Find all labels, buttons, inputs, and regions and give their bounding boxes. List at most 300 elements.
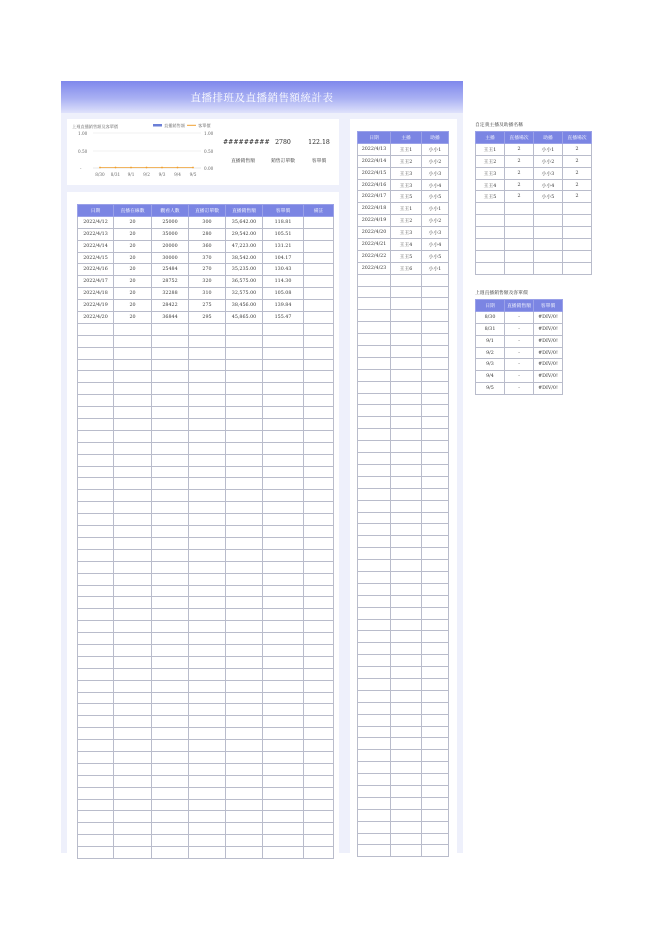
table-row	[358, 179, 449, 191]
table-cell: 38,542.00	[226, 252, 263, 264]
table-cell	[358, 524, 391, 536]
weekly-title: 上週直播銷售額及客單價	[475, 291, 528, 296]
table-cell	[189, 716, 226, 728]
table-cell	[226, 740, 263, 752]
table-cell	[422, 797, 449, 809]
table-cell: 20	[114, 228, 152, 240]
table-cell	[189, 573, 226, 585]
table-cell	[226, 656, 263, 668]
table-cell: 2022/4/18	[78, 288, 114, 300]
table-cell: 2022/4/21	[358, 239, 391, 251]
table-cell	[189, 633, 226, 645]
table-row	[78, 644, 334, 656]
table-cell	[189, 585, 226, 597]
table-cell: 36844	[152, 312, 189, 324]
table-cell: #DIV/0!	[534, 383, 563, 395]
table-cell	[422, 381, 449, 393]
table-cell	[304, 549, 334, 561]
table-cell	[189, 847, 226, 859]
table-cell: 139.84	[263, 300, 304, 312]
table-cell	[78, 407, 114, 419]
table-cell	[263, 787, 304, 799]
table-cell	[358, 298, 391, 310]
x-tick-label: 9/3	[158, 172, 166, 177]
table-cell	[152, 633, 189, 645]
table-cell	[114, 466, 152, 478]
column-header: 日期	[476, 300, 505, 312]
line-point	[192, 167, 194, 169]
table-row	[358, 405, 449, 417]
table-row	[78, 633, 334, 645]
table-row	[78, 240, 334, 252]
table-cell: #DIV/0!	[534, 323, 563, 335]
table-cell	[226, 561, 263, 573]
table-cell	[358, 774, 391, 786]
table-cell	[263, 537, 304, 549]
table-cell	[78, 847, 114, 859]
table-cell: #DIV/0!	[534, 335, 563, 347]
table-cell: 王王5	[391, 191, 422, 203]
table-cell	[563, 227, 592, 239]
table-cell	[304, 442, 334, 454]
table-cell: -	[505, 371, 534, 383]
table-row	[78, 502, 334, 514]
table-cell	[391, 690, 422, 702]
table-cell: 36,575.00	[226, 276, 263, 288]
table-cell	[189, 549, 226, 561]
table-cell	[476, 262, 505, 274]
table-row	[78, 716, 334, 728]
table-cell	[358, 607, 391, 619]
table-cell	[114, 763, 152, 775]
table-cell	[304, 728, 334, 740]
table-row	[78, 526, 334, 538]
table-cell	[226, 621, 263, 633]
table-cell	[391, 643, 422, 655]
table-cell	[114, 454, 152, 466]
table-row	[358, 298, 449, 310]
table-cell	[391, 607, 422, 619]
table-cell	[226, 347, 263, 359]
table-cell	[78, 787, 114, 799]
table-cell	[422, 346, 449, 358]
table-row	[358, 393, 449, 405]
table-cell	[114, 359, 152, 371]
table-cell	[358, 750, 391, 762]
table-cell: 2022/4/13	[358, 143, 391, 155]
table-cell	[304, 407, 334, 419]
table-cell	[422, 726, 449, 738]
table-row	[358, 334, 449, 346]
table-cell: 32,575.00	[226, 288, 263, 300]
table-row	[78, 288, 334, 300]
table-cell	[422, 322, 449, 334]
table-row	[358, 310, 449, 322]
table-cell: 2022/4/17	[358, 191, 391, 203]
table-cell	[304, 335, 334, 347]
table-cell: 2022/4/14	[78, 240, 114, 252]
table-cell	[152, 371, 189, 383]
table-row	[358, 464, 449, 476]
table-row	[358, 845, 449, 857]
table-cell	[189, 787, 226, 799]
table-cell	[358, 464, 391, 476]
table-cell	[391, 797, 422, 809]
table-row	[78, 312, 334, 324]
table-cell	[226, 573, 263, 585]
table-cell	[78, 811, 114, 823]
table-cell	[391, 785, 422, 797]
table-cell	[226, 407, 263, 419]
table-cell	[152, 597, 189, 609]
x-tick-label: 8/30	[95, 172, 105, 177]
table-cell	[78, 371, 114, 383]
table-cell	[391, 655, 422, 667]
table-cell: 2022/4/14	[358, 155, 391, 167]
table-cell	[391, 322, 422, 334]
table-cell	[78, 442, 114, 454]
table-cell	[263, 466, 304, 478]
table-cell	[391, 464, 422, 476]
table-cell	[304, 680, 334, 692]
table-cell	[304, 502, 334, 514]
column-header: 直播在線數	[114, 205, 152, 217]
table-row	[78, 383, 334, 395]
table-row	[78, 323, 334, 335]
table-row	[358, 667, 449, 679]
table-cell	[226, 442, 263, 454]
table-cell	[114, 514, 152, 526]
table-cell	[78, 514, 114, 526]
table-cell	[189, 763, 226, 775]
table-cell	[226, 775, 263, 787]
table-cell: 118.81	[263, 216, 304, 228]
table-cell	[189, 692, 226, 704]
table-cell	[391, 667, 422, 679]
table-cell	[226, 716, 263, 728]
table-cell	[422, 405, 449, 417]
table-cell	[391, 369, 422, 381]
table-cell	[152, 609, 189, 621]
table-row	[358, 560, 449, 572]
table-cell	[304, 621, 334, 633]
table-cell	[78, 430, 114, 442]
table-cell	[152, 502, 189, 514]
table-cell	[226, 728, 263, 740]
table-cell: 104.17	[263, 252, 304, 264]
table-cell	[422, 714, 449, 726]
table-cell: 小小5	[422, 191, 449, 203]
table-cell	[422, 583, 449, 595]
table-row	[358, 595, 449, 607]
column-header: 備註	[304, 205, 334, 217]
table-cell	[189, 811, 226, 823]
table-cell	[358, 310, 391, 322]
table-cell: 2	[505, 143, 534, 155]
table-cell: 155.47	[263, 312, 304, 324]
table-cell	[189, 323, 226, 335]
table-cell	[422, 678, 449, 690]
table-cell	[114, 835, 152, 847]
table-cell	[78, 644, 114, 656]
table-cell	[358, 405, 391, 417]
table-row	[78, 680, 334, 692]
weekly-sales-chart	[67, 119, 219, 185]
table-cell: 131.21	[263, 240, 304, 252]
table-cell	[114, 692, 152, 704]
table-cell	[78, 537, 114, 549]
table-cell	[422, 631, 449, 643]
table-cell: 9/5	[476, 383, 505, 395]
table-cell: 2022/4/23	[358, 262, 391, 274]
table-cell: 王王3	[391, 179, 422, 191]
table-cell	[226, 799, 263, 811]
table-cell	[263, 347, 304, 359]
table-cell	[78, 728, 114, 740]
table-row	[358, 809, 449, 821]
table-cell	[391, 583, 422, 595]
table-cell	[189, 537, 226, 549]
table-cell: 105.51	[263, 228, 304, 240]
table-cell	[114, 419, 152, 431]
table-cell	[263, 419, 304, 431]
table-cell	[152, 740, 189, 752]
table-cell	[358, 785, 391, 797]
table-row	[78, 609, 334, 621]
table-cell: 29,542.00	[226, 228, 263, 240]
table-cell: 小小5	[422, 250, 449, 262]
kpi-label-sales: 直播銷售額	[231, 159, 255, 164]
table-cell: 王王2	[391, 155, 422, 167]
table-cell	[226, 419, 263, 431]
table-cell	[78, 680, 114, 692]
table-cell: 20000	[152, 240, 189, 252]
table-cell	[263, 763, 304, 775]
table-cell: 2	[563, 155, 592, 167]
table-cell	[226, 502, 263, 514]
column-header: 直播場次	[505, 132, 534, 144]
table-cell	[78, 692, 114, 704]
table-row	[78, 335, 334, 347]
table-cell	[304, 609, 334, 621]
table-row	[476, 262, 592, 274]
table-cell	[391, 346, 422, 358]
table-cell	[152, 347, 189, 359]
table-cell	[358, 809, 391, 821]
table-cell: -	[505, 311, 534, 323]
table-cell	[226, 526, 263, 538]
table-cell: 小小2	[534, 155, 563, 167]
table-cell	[391, 809, 422, 821]
table-cell	[304, 252, 334, 264]
table-row	[78, 228, 334, 240]
table-row	[78, 751, 334, 763]
summary-card	[67, 119, 339, 185]
table-cell	[358, 702, 391, 714]
table-cell	[422, 619, 449, 631]
schedule-table	[357, 131, 449, 857]
table-cell	[152, 537, 189, 549]
table-cell	[152, 751, 189, 763]
table-row	[358, 678, 449, 690]
table-cell	[263, 835, 304, 847]
table-cell	[114, 585, 152, 597]
table-cell: 9/3	[476, 359, 505, 371]
table-cell	[226, 466, 263, 478]
table-cell	[304, 312, 334, 324]
table-cell: 小小3	[534, 167, 563, 179]
table-cell: 20	[114, 252, 152, 264]
column-header: 觀看人數	[152, 205, 189, 217]
table-cell: 2022/4/22	[358, 250, 391, 262]
table-row	[358, 453, 449, 465]
table-cell	[505, 215, 534, 227]
table-row	[358, 369, 449, 381]
table-row	[476, 347, 563, 359]
table-cell	[422, 560, 449, 572]
table-cell	[304, 537, 334, 549]
table-row	[78, 347, 334, 359]
table-cell	[391, 429, 422, 441]
table-cell	[304, 561, 334, 573]
table-cell: 300	[189, 216, 226, 228]
table-cell	[152, 775, 189, 787]
table-cell	[391, 524, 422, 536]
table-cell	[505, 239, 534, 251]
table-cell	[189, 371, 226, 383]
table-cell: 2	[563, 179, 592, 191]
table-cell	[263, 728, 304, 740]
table-row	[358, 167, 449, 179]
table-cell: 王王1	[391, 203, 422, 215]
table-cell	[304, 490, 334, 502]
table-cell	[114, 490, 152, 502]
table-cell	[114, 395, 152, 407]
x-tick-label: 8/31	[110, 172, 121, 177]
table-cell	[358, 417, 391, 429]
table-cell	[263, 751, 304, 763]
table-cell	[563, 262, 592, 274]
table-cell	[358, 797, 391, 809]
table-cell	[304, 300, 334, 312]
table-cell	[152, 395, 189, 407]
table-cell	[358, 845, 391, 857]
table-cell	[114, 668, 152, 680]
table-cell	[152, 573, 189, 585]
table-cell	[304, 597, 334, 609]
table-cell	[304, 514, 334, 526]
table-cell	[422, 310, 449, 322]
table-cell: 2022/4/18	[358, 203, 391, 215]
table-cell	[114, 597, 152, 609]
table-row	[358, 381, 449, 393]
table-cell	[152, 549, 189, 561]
x-tick-label: 9/2	[143, 172, 150, 177]
table-cell	[422, 536, 449, 548]
table-cell	[114, 704, 152, 716]
table-cell	[114, 383, 152, 395]
table-cell	[226, 383, 263, 395]
table-cell	[78, 704, 114, 716]
table-row	[78, 490, 334, 502]
table-cell	[152, 454, 189, 466]
table-cell	[114, 680, 152, 692]
table-cell	[78, 835, 114, 847]
table-cell: 小小1	[534, 143, 563, 155]
table-cell: 王王5	[391, 250, 422, 262]
table-cell	[391, 833, 422, 845]
table-cell: 2022/4/19	[78, 300, 114, 312]
table-cell	[304, 573, 334, 585]
table-row	[358, 191, 449, 203]
table-cell	[391, 571, 422, 583]
table-cell	[358, 619, 391, 631]
table-cell	[422, 298, 449, 310]
table-row	[358, 714, 449, 726]
roster-title: 自定義主播及助播名稱	[475, 123, 523, 128]
table-cell	[476, 250, 505, 262]
table-cell	[263, 407, 304, 419]
table-cell	[391, 500, 422, 512]
table-cell	[391, 417, 422, 429]
table-cell	[391, 286, 422, 298]
table-cell	[152, 823, 189, 835]
x-tick-label: 9/5	[189, 172, 197, 177]
table-row	[358, 476, 449, 488]
right-tick: 0.50	[204, 149, 214, 154]
table-cell: 小小4	[534, 179, 563, 191]
table-cell	[152, 490, 189, 502]
table-row	[358, 785, 449, 797]
table-cell	[152, 716, 189, 728]
table-cell: 2	[563, 167, 592, 179]
table-cell	[263, 335, 304, 347]
table-cell: 王王3	[391, 227, 422, 239]
table-cell	[263, 585, 304, 597]
table-cell	[422, 762, 449, 774]
table-cell	[422, 453, 449, 465]
table-cell: #DIV/0!	[534, 371, 563, 383]
table-cell: 9/2	[476, 347, 505, 359]
table-row	[78, 454, 334, 466]
table-cell	[263, 847, 304, 859]
table-cell	[304, 716, 334, 728]
table-cell	[263, 573, 304, 585]
table-cell	[189, 335, 226, 347]
table-cell	[226, 751, 263, 763]
table-row	[358, 833, 449, 845]
table-cell	[304, 228, 334, 240]
table-cell	[534, 262, 563, 274]
table-cell	[263, 549, 304, 561]
table-row	[78, 799, 334, 811]
table-cell	[114, 716, 152, 728]
table-cell: 310	[189, 288, 226, 300]
table-cell	[78, 466, 114, 478]
table-cell: #DIV/0!	[534, 359, 563, 371]
line-point	[99, 167, 101, 169]
table-cell	[304, 644, 334, 656]
table-cell	[422, 690, 449, 702]
table-cell	[263, 371, 304, 383]
table-cell	[304, 704, 334, 716]
table-cell	[189, 704, 226, 716]
table-row	[358, 643, 449, 655]
table-cell	[358, 286, 391, 298]
table-cell: 114.30	[263, 276, 304, 288]
table-cell	[189, 514, 226, 526]
table-cell	[152, 799, 189, 811]
